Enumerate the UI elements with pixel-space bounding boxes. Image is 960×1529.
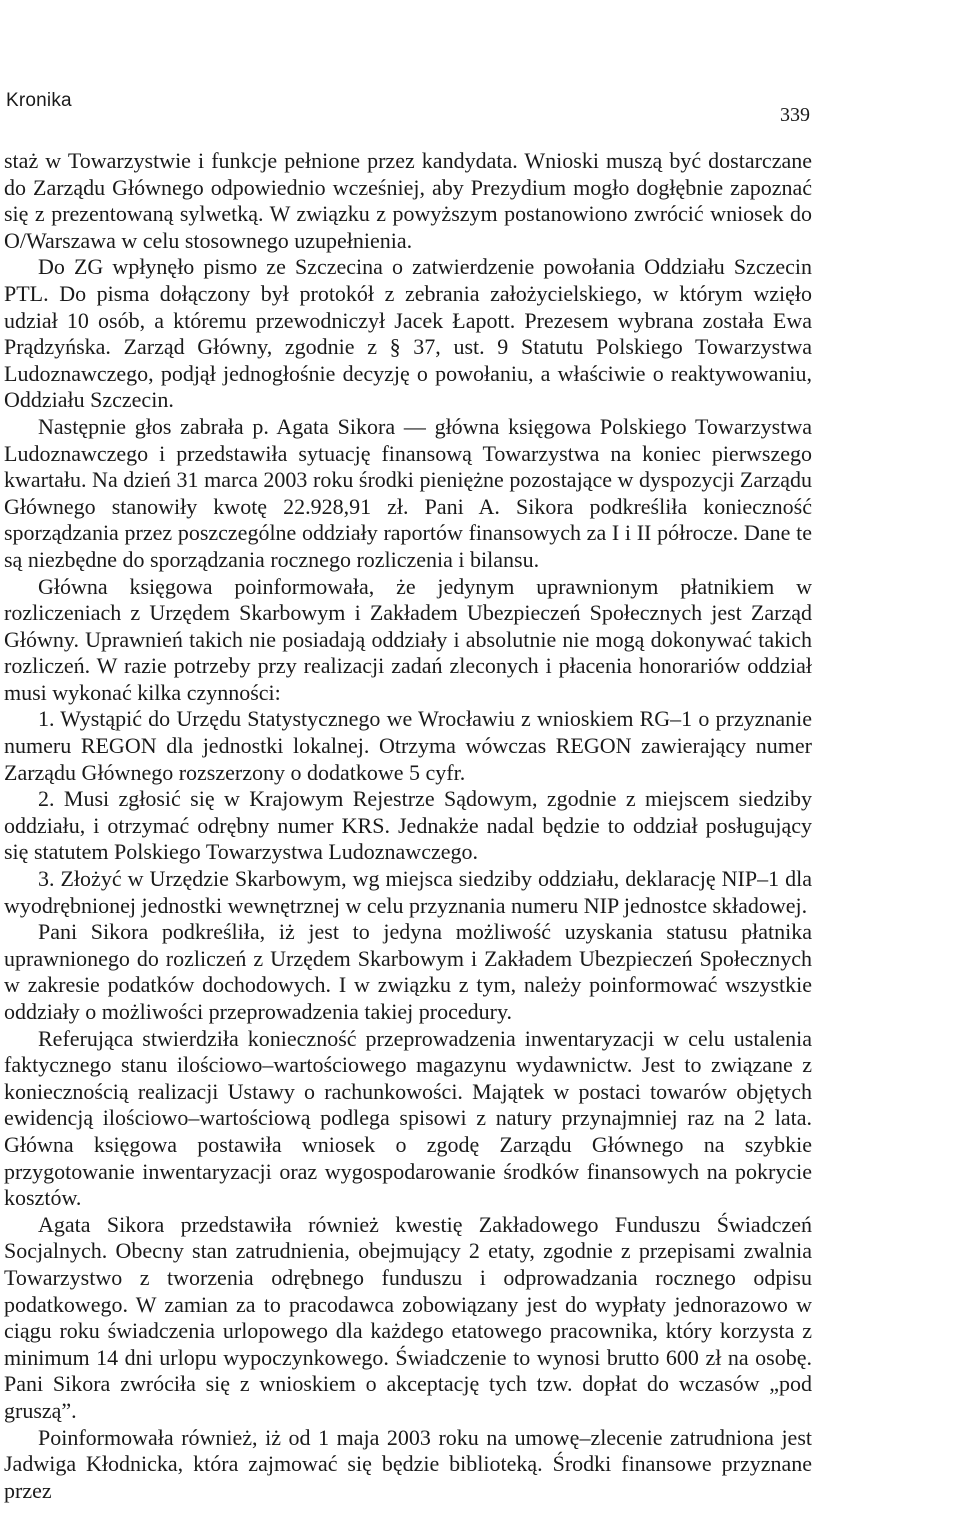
- paragraph: Główna księgowa poinformowała, że jedynym uprawnionym płatnikiem w rozliczeniach z Urzędem Skarbowym i Zakładem Ubezpieczeń Społecznych jest Zarząd Główny. Uprawnień takich nie posiadają oddziały i absolutnie nie mogą dokonywać takich rozliczeń. W razie potrzeby przy realizacji zadań zleconych i płacenia honorariów oddział musi wykonać kilka czynności:: [4, 573, 812, 705]
- page-number: 339: [780, 104, 810, 126]
- paragraph: Agata Sikora przedstawiła również kwestię Zakładowego Funduszu Świadczeń Socjalnych. Obecny stan zatrudnienia, obejmujący 2 etaty, zgodnie z przepisami zwalnia Towarzystwo z tworzenia odrębnego funduszu i odprowadzania rocznego odpisu podatkowego. W zamian za to pracodawca zobowiązany jest do wypłaty jednorazowo w ciągu roku świadczenia urlopowego dla każdego etatowego pracownika, który korzysta z minimum 14 dni urlopu wypoczynkowego. Świadczenie to wynosi brutto 600 zł na osobę. Pani Sikora zwróciła się z wnioskiem o akceptację tych tzw. dopłat do wczasów „pod gruszą”.: [4, 1211, 812, 1423]
- paragraph: staż w Towarzystwie i funkcje pełnione przez kandydata. Wnioski muszą być dostarczane do Zarządu Głównego odpowiednio wcześniej, aby Prezydium mogło dogłębnie zapoznać się z prezentowaną sylwetką. W związku z powyższym postanowiono zwrócić wniosek do O/Warszawa w celu stosownego uzupełnienia.: [4, 148, 812, 253]
- body-text: [4, 148, 812, 1504]
- list-item: 1. Wystąpić do Urzędu Statystycznego we Wrocławiu z wnioskiem RG–1 o przyznanie numeru REGON dla jednostki lokalnej. Otrzyma wówczas REGON zawierający numer Zarządu Głównego rozszerzony o dodatkowe 5 cyfr.: [4, 706, 812, 785]
- list-item: 3. Złożyć w Urzędzie Skarbowym, wg miejsca siedziby oddziału, deklarację NIP–1 dla wyodrębnionej jednostki wewnętrznej w celu przyznania numeru NIP jednostce składowej.: [4, 866, 812, 918]
- paragraph: Referująca stwierdziła konieczność przeprowadzenia inwentaryzacji w celu ustalenia faktycznego stanu ilościowo–wartościowego magazynu wydawnictw. Jest to związane z koniecznością realizacji Ustawy o rachunkowości. Majątek w postaci towarów objętych ewidencją ilościowo–wartościową podlega spisowi z natury przynajmniej raz na 2 lata. Główna księgowa postawiła wniosek o zgodę Zarządu Głównego na szybkie przygotowanie inwentaryzacji oraz wygospodarowanie środków finansowych na pokrycie kosztów.: [4, 1025, 812, 1211]
- paragraph: Poinformowała również, iż od 1 maja 2003 roku na umowę–zlecenie zatrudniona jest Jadwiga Kłodnicka, która zajmować się będzie biblioteką. Środki finansowe przyznane przez: [4, 1424, 812, 1503]
- running-head: Kronika: [6, 90, 72, 111]
- paragraph: Do ZG wpłynęło pismo ze Szczecina o zatwierdzenie powołania Oddziału Szczecin PTL. Do pisma dołączony był protokół z zebrania założycielskiego, w którym wzięło udział 10 osób, a któremu przewodniczył Jacek Łapott. Prezesem wybrana została Ewa Prądzyńska. Zarząd Główny, zgodnie z § 37, ust. 9 Statutu Polskiego Towarzystwa Ludoznawczego, podjął jednogłośnie decyzję o powołaniu, a właściwie o reaktywowaniu, Oddziału Szczecin.: [4, 254, 812, 413]
- paragraph: Pani Sikora podkreśliła, iż jest to jedyna możliwość uzyskania statusu płatnika uprawnionego do rozliczeń z Urzędem Skarbowym i Zakładem Ubezpieczeń Społecznych w zakresie podatków dochodowych. I w związku z tym, należy poinformować wszystkie oddziały o możliwości przeprowadzenia takiej procedury.: [4, 919, 812, 1024]
- list-item: 2. Musi zgłosić się w Krajowym Rejestrze Sądowym, zgodnie z miejscem siedziby oddziału, i otrzymać odrębny numer KRS. Jednakże nadal będzie to oddział posługujący się statutem Polskiego Towarzystwa Ludoznawczego.: [4, 786, 812, 865]
- paragraph: Następnie głos zabrała p. Agata Sikora — główna księgowa Polskiego Towarzystwa Ludoznawczego i przedstawiła sytuację finansową Towarzystwa na koniec pierwszego kwartału. Na dzień 31 marca 2003 roku środki pieniężne pozostające w dyspozycji Zarządu Głównego stanowiły kwotę 22.928,91 zł. Pani A. Sikora podkreśliła konieczność sporządzania przez poszczególne oddziały raportów finansowych za I i II półrocze. Dane te są niezbędne do sporządzania rocznego rozliczenia i bilansu.: [4, 413, 812, 572]
